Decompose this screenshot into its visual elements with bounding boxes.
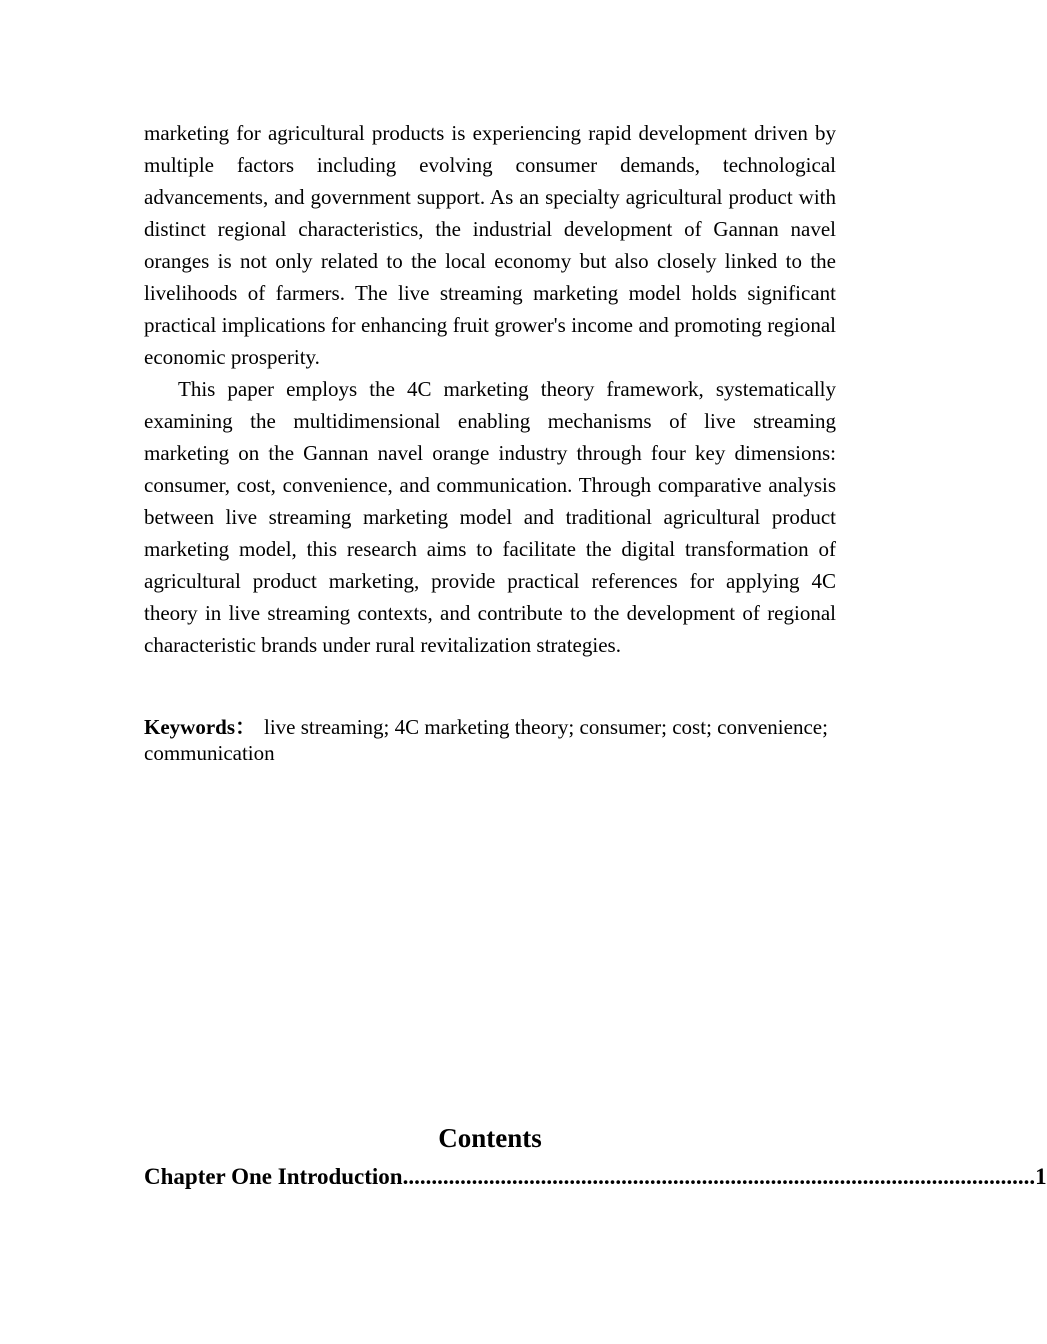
keywords-label: Keywords — [144, 715, 235, 739]
keywords-text: live streaming; 4C marketing theory; consumer; cost; convenience; communication — [144, 715, 828, 765]
body-paragraph: This paper employs the 4C marketing theory framework, systematically examining the multidimensional enabling mechanisms of live streaming marketing on the Gannan navel orange industry through four key dimensions: consumer, cost, convenience, and communication. Through comparative analysis between live streaming marketing model and traditional agricultural product marketing model, this research aims to facilitate the digital transformation of agricultural product marketing, provide practical references for applying 4C theory in live streaming contexts, and contribute to the development of regional characteristic brands under rural revitalization strategies. — [144, 377, 836, 657]
toc-page-number: 1 — [1035, 1164, 1047, 1189]
keywords-separator: ： — [235, 715, 256, 739]
toc-entry-title: Chapter One Introduction — [144, 1164, 403, 1189]
contents-heading: Contents — [438, 1123, 542, 1153]
keywords-section — [144, 714, 836, 766]
document-body — [144, 117, 836, 661]
toc-entry[interactable] — [144, 1160, 1047, 1194]
toc-leader-dots: .............................................................................................................. — [402, 1164, 1036, 1189]
body-paragraph: marketing for agricultural products is experiencing rapid development driven by multiple factors including evolving consumer demands, technological advancements, and government support. As an specialty agricultural product with distinct regional characteristics, the industrial development of Gannan navel oranges is not only related to the local economy but also closely linked to the livelihoods of farmers. The live streaming marketing model holds significant practical implications for enhancing fruit grower's income and promoting regional economic prosperity. — [144, 121, 836, 369]
